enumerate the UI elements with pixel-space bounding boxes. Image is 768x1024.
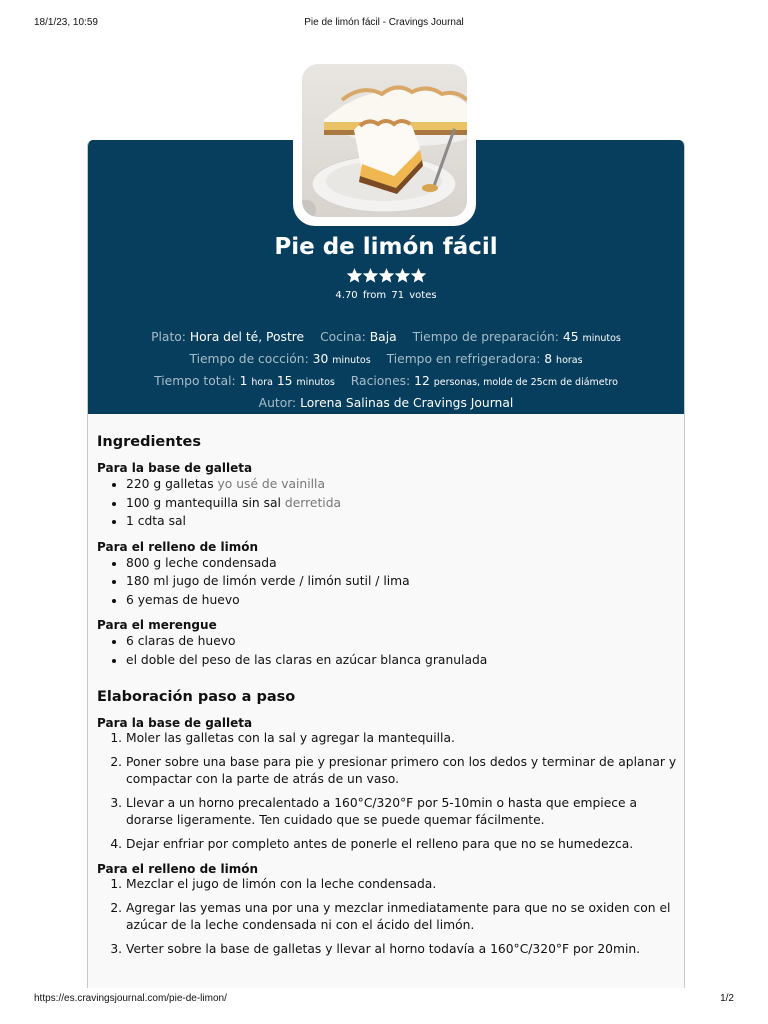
rating-from: from <box>362 290 387 301</box>
rating-summary <box>88 290 684 301</box>
instruction-step: 2. Poner sobre una base para pie y presionar primero con los dedos y terminar de aplanar y compactar con la parte de atrás de un vaso. <box>126 754 677 788</box>
ingredient-group-title: Para la base de galleta <box>97 461 253 475</box>
recipe-meta <box>88 327 684 413</box>
meta-plato: Plato: Hora del té, Postre <box>151 330 305 344</box>
ingredient-item: • 180 ml jugo de limón verde / limón sutil / lima <box>126 572 677 591</box>
instruction-step: 3. Llevar a un horno precalentado a 160°C/320°F por 5-10min o hasta que empiece a dorarse ligeramente. Ten cuidado que se puede quemar fácilmente. <box>126 795 677 829</box>
meta-servings: Raciones: 12 personas, molde de 25cm de diámetro <box>350 374 618 388</box>
ingredient-item: • 800 g leche condensada <box>126 554 677 573</box>
instruction-group-title: Para el relleno de limón <box>97 862 259 876</box>
recipe-photo <box>302 64 467 217</box>
ingredient-item: • el doble del peso de las claras en azúcar blanca granulada <box>126 651 677 670</box>
ingredient-item: • 6 yemas de huevo <box>126 591 677 610</box>
instruction-step: 1. Mezclar el jugo de limón con la leche condensada. <box>126 876 677 893</box>
meta-prep-time: Tiempo de preparación: 45 minutos <box>412 330 621 344</box>
ingredient-list <box>97 632 677 669</box>
star-icon[interactable] <box>379 268 394 283</box>
ingredient-item: • 220 g galletas yo usé de vainilla <box>126 475 677 494</box>
meta-row <box>88 349 684 371</box>
print-header <box>34 17 734 31</box>
rating-count: 71 <box>391 290 405 301</box>
lemon-pie-image <box>302 64 467 217</box>
ingredient-group-title: Para el relleno de limón <box>97 539 259 554</box>
ingredient-list <box>97 554 677 610</box>
instruction-list <box>97 876 677 958</box>
instruction-step: 2. Agregar las yemas una por una y mezclar inmediatamente para que no se oxiden con el azúcar de la leche condensada ni con el ácido del limón. <box>126 900 677 934</box>
rating-value: 4.70 <box>335 290 358 301</box>
meta-author: Autor: Lorena Salinas de Cravings Journal <box>258 396 514 410</box>
meta-cocina: Cocina: Baja <box>320 330 397 344</box>
meta-row <box>88 393 684 413</box>
ingredient-group-title: Para el merengue <box>97 618 217 632</box>
recipe-content <box>97 430 677 965</box>
ingredient-item: • 1 cdta sal <box>126 512 677 531</box>
meta-total-time: Tiempo total: 1 hora 15 minutos <box>154 374 335 388</box>
instruction-step: 4. Dejar enfriar por completo antes de ponerle el relleno para que no se humedezca. <box>126 836 677 853</box>
instruction-group-title: Para la base de galleta <box>97 716 253 730</box>
print-url: https://es.cravingsjournal.com/pie-de-limon/ <box>34 993 227 1004</box>
instruction-step: 3. Verter sobre la base de galletas y llevar al horno todavía a 160°C/320°F por 20min. <box>126 941 677 958</box>
star-icon[interactable] <box>395 268 410 283</box>
print-footer <box>34 993 734 1007</box>
star-icon[interactable] <box>363 268 378 283</box>
meta-fridge-time: Tiempo en refrigeradora: 8 horas <box>386 352 583 366</box>
star-icon[interactable] <box>347 268 362 283</box>
recipe-photo-frame <box>293 58 476 226</box>
ingredient-list <box>97 475 677 531</box>
rating-votes: votes <box>409 290 437 301</box>
print-page-number: 1/2 <box>720 993 734 1004</box>
instruction-list <box>97 730 677 853</box>
instruction-step: 1. Moler las galletas con la sal y agregar la mantequilla. <box>126 730 677 747</box>
star-icon[interactable] <box>411 268 426 283</box>
instructions-heading: Elaboración paso a paso <box>97 689 296 705</box>
meta-row <box>88 371 684 393</box>
print-page-title: Pie de limón fácil - Cravings Journal <box>304 17 464 28</box>
meta-row <box>88 327 684 349</box>
ingredients-heading: Ingredientes <box>97 434 201 450</box>
print-date: 18/1/23, 10:59 <box>34 17 98 28</box>
recipe-card <box>87 140 685 988</box>
ingredient-item: • 6 claras de huevo <box>126 632 677 651</box>
meta-cook-time: Tiempo de cocción: 30 minutos <box>189 352 371 366</box>
ingredient-item: • 100 g mantequilla sin sal derretida <box>126 494 677 513</box>
recipe-title: Pie de limón fácil <box>274 234 498 260</box>
star-rating[interactable] <box>88 268 684 286</box>
